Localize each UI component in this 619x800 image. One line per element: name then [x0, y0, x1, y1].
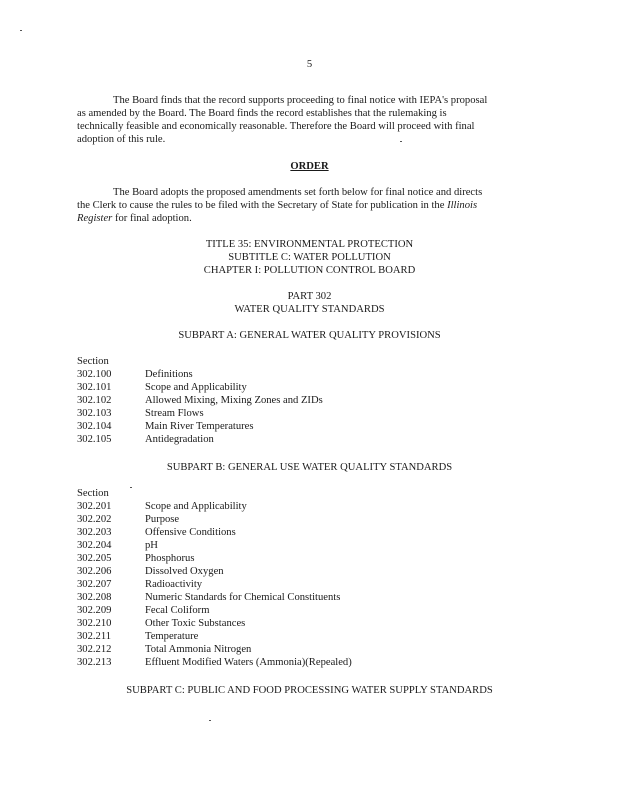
list-item: 302.210 Other Toxic Substances: [77, 618, 246, 629]
list-item: 302.201 Scope and Applicability: [77, 501, 247, 512]
illinois-italic: Illinois: [447, 200, 478, 211]
subpart-b-heading: SUBPART B: GENERAL USE WATER QUALITY STANDARDS: [166, 462, 453, 473]
part-heading: PART 302: [287, 291, 332, 302]
list-item: 302.100 Definitions: [77, 369, 193, 380]
list-item: 302.102 Allowed Mixing, Mixing Zones and ZIDs: [77, 395, 323, 406]
subpart-c-heading: SUBPART C: PUBLIC AND FOOD PROCESSING WATER SUPPLY STANDARDS: [126, 685, 493, 696]
intro-paragraph: [77, 94, 529, 146]
order-paragraph: [77, 186, 529, 225]
paragraph-line: The Board adopts the proposed amendments set forth below for final notice and directs: [113, 187, 483, 198]
list-item: 302.207 Radioactivity: [77, 579, 203, 590]
list-item: 302.212 Total Ammonia Nitrogen: [77, 644, 252, 655]
subpart-b-section-list: [77, 487, 352, 669]
list-item: 302.213 Effluent Modified Waters (Ammonia)(Repealed): [77, 657, 352, 668]
page-number: 5: [306, 59, 313, 70]
paragraph-line: technically feasible and economically reasonable. Therefore the Board will proceed with final: [77, 121, 475, 132]
list-item: 302.202 Purpose: [77, 514, 180, 525]
list-item: 302.209 Fecal Coliform: [77, 605, 210, 616]
paragraph-line: as amended by the Board. The Board finds the record establishes that the rulemaking is: [77, 108, 447, 119]
section-label: Section: [77, 488, 109, 499]
list-item: 302.103 Stream Flows: [77, 408, 204, 419]
list-item: 302.206 Dissolved Oxygen: [77, 566, 224, 577]
subpart-a-section-list: [77, 355, 323, 446]
paragraph-line: The Board finds that the record supports proceeding to final notice with IEPA's proposal: [113, 95, 488, 106]
scan-speck: [209, 720, 211, 721]
scan-speck: [20, 30, 22, 31]
list-item: 302.105 Antidegradation: [77, 434, 214, 445]
list-item: 302.205 Phosphorus: [77, 553, 195, 564]
section-label: Section: [77, 356, 109, 367]
list-item: 302.208 Numeric Standards for Chemical Constituents: [77, 592, 341, 603]
subpart-a-heading: SUBPART A: GENERAL WATER QUALITY PROVISIONS: [178, 330, 441, 341]
part-title: WATER QUALITY STANDARDS: [234, 304, 385, 315]
list-item: 302.104 Main River Temperatures: [77, 421, 254, 432]
paragraph-line: Register for final adoption.: [77, 213, 192, 224]
register-italic: Register: [77, 213, 113, 224]
list-item: 302.211 Temperature: [77, 631, 199, 642]
list-item: 302.204 pH: [77, 540, 158, 551]
title-heading: TITLE 35: ENVIRONMENTAL PROTECTION: [205, 239, 414, 250]
subtitle-heading: SUBTITLE C: WATER POLLUTION: [228, 252, 391, 263]
order-heading: ORDER: [290, 161, 329, 172]
paragraph-line: adoption of this rule.: [77, 134, 166, 145]
chapter-heading: CHAPTER I: POLLUTION CONTROL BOARD: [203, 265, 416, 276]
paragraph-line: the Clerk to cause the rules to be filed with the Secretary of State for publication in the Illinois: [77, 200, 478, 211]
list-item: 302.203 Offensive Conditions: [77, 527, 236, 538]
list-item: 302.101 Scope and Applicability: [77, 382, 247, 393]
